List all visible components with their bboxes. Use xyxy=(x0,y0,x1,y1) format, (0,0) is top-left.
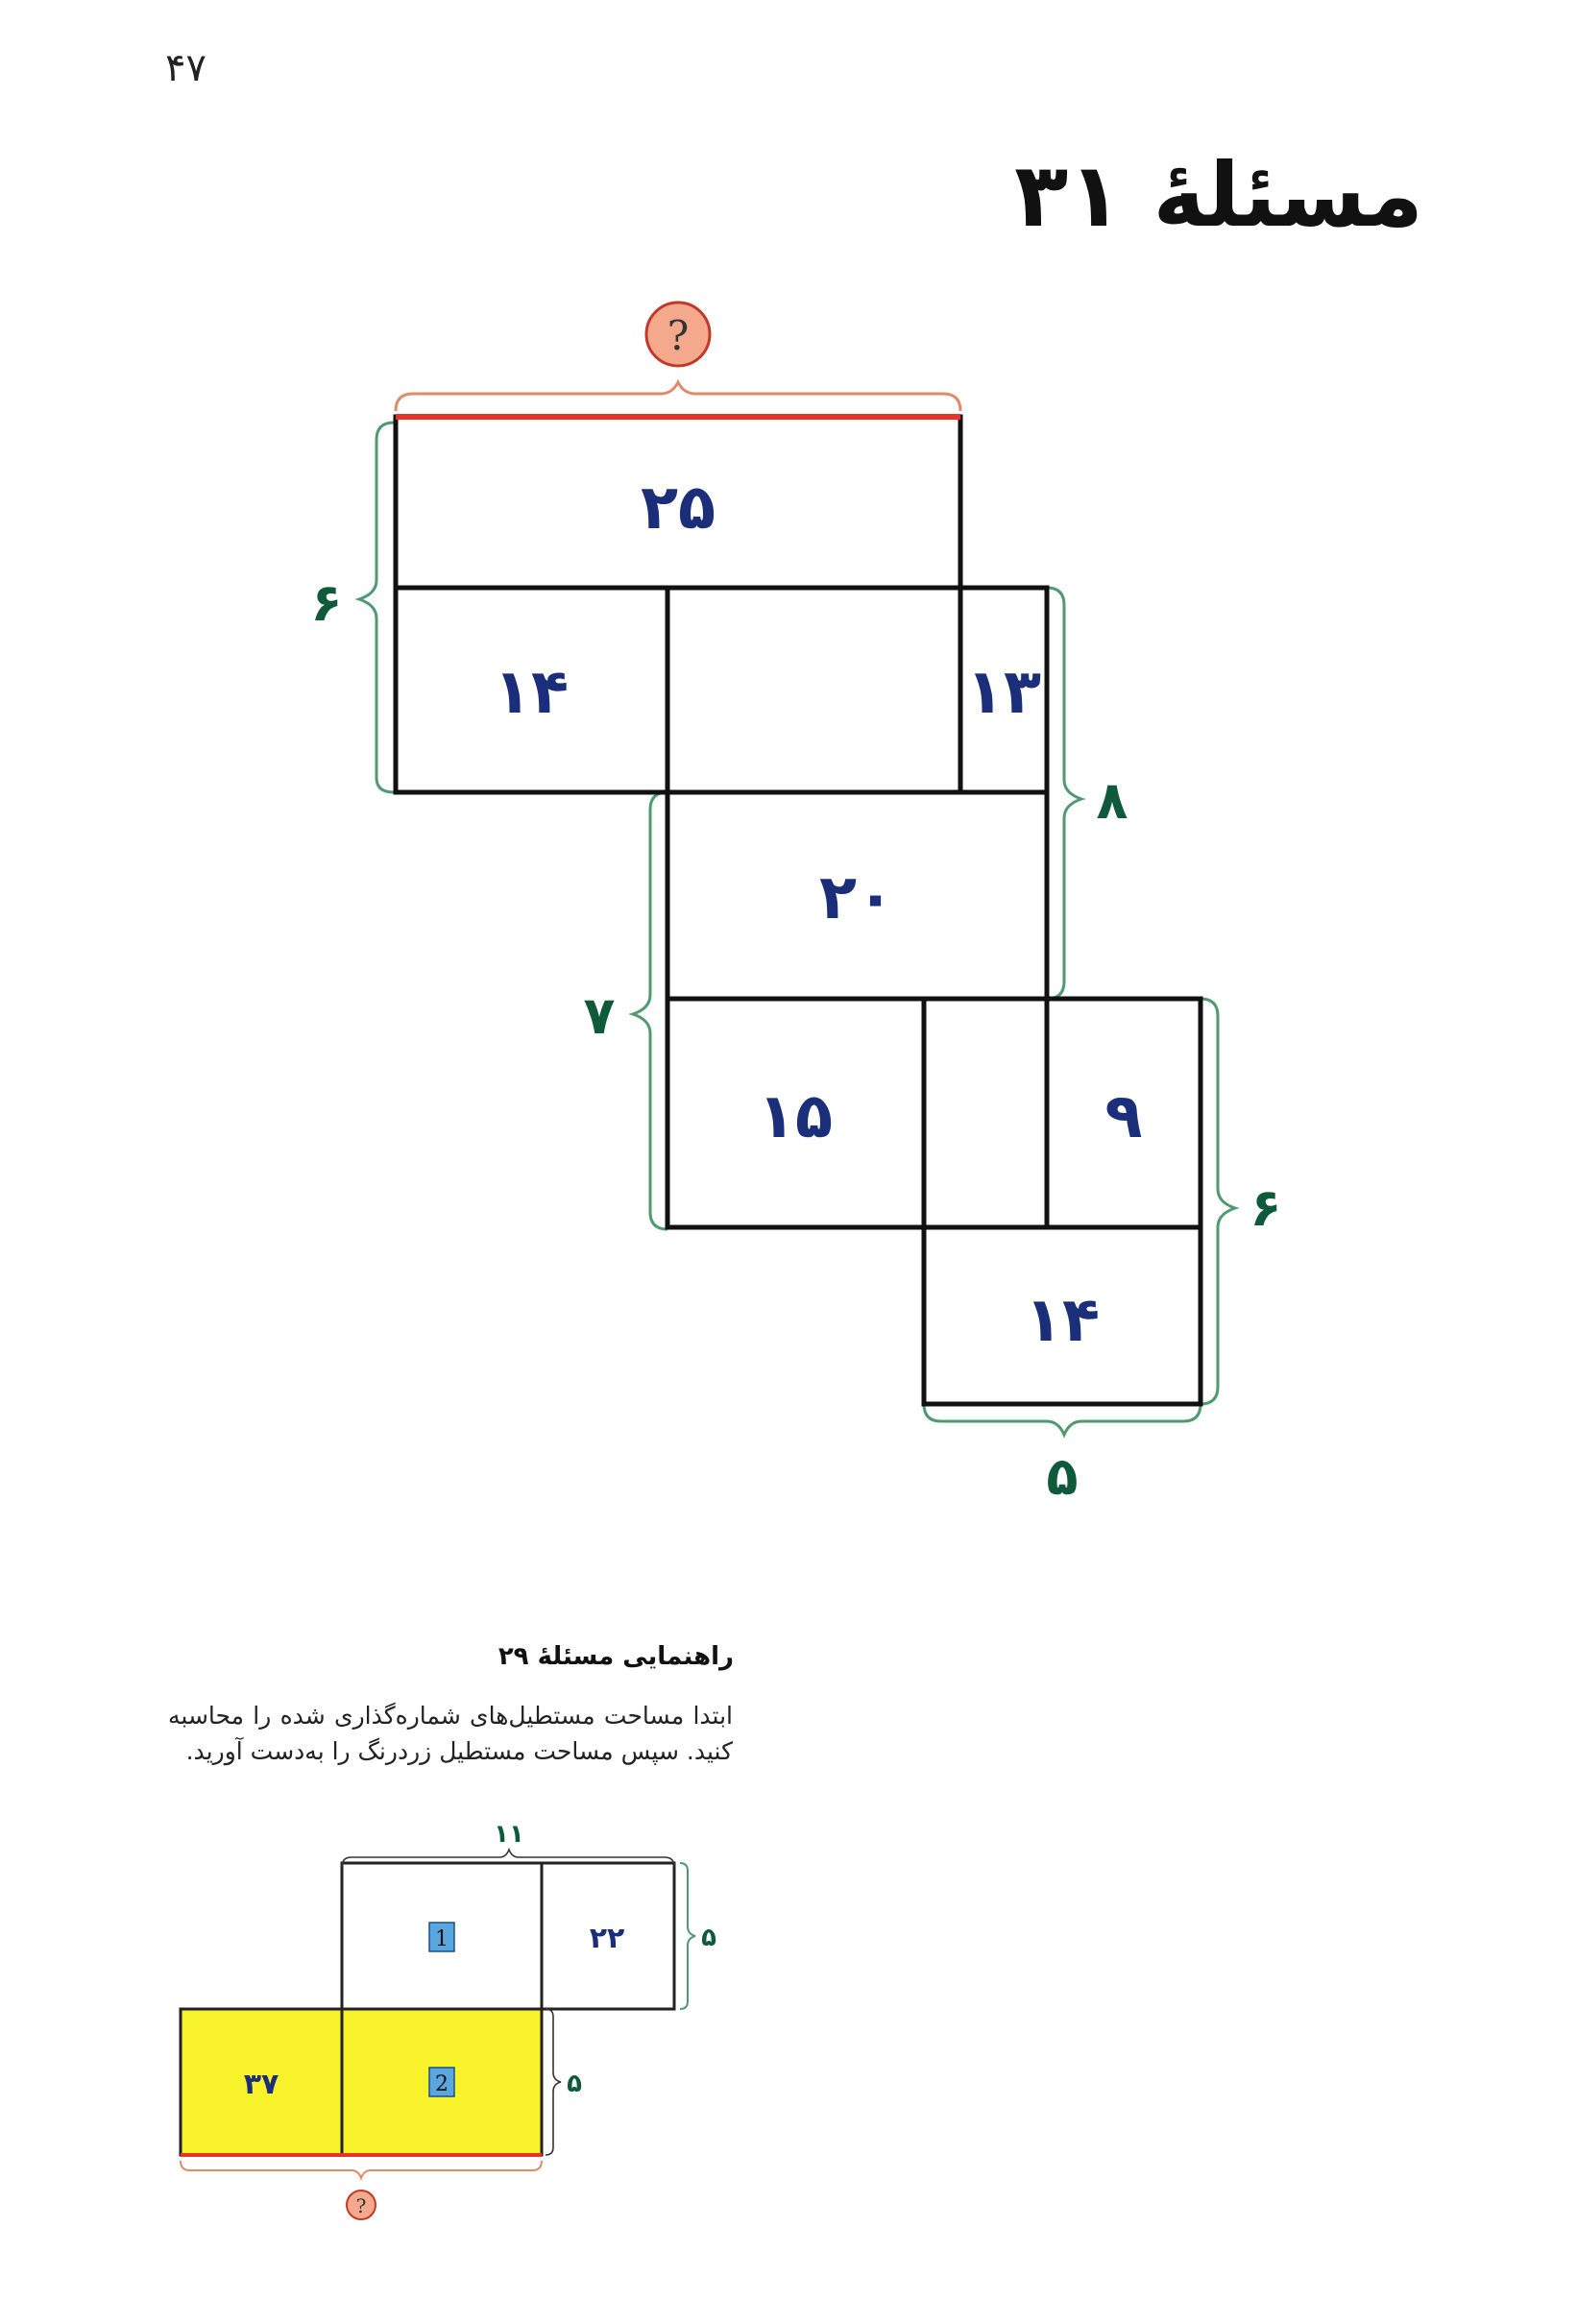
main-diagram xyxy=(311,303,1282,1507)
hint-question-mark: ? xyxy=(355,2194,367,2217)
dimension-right-upper: ۸ xyxy=(1096,770,1128,831)
right-brace-6 xyxy=(1201,999,1235,1404)
hint-dimension-right-lower: ۵ xyxy=(567,2070,582,2098)
page-number: ۴۷ xyxy=(165,46,206,90)
hint-area-label-37: ۳۷ xyxy=(243,2068,279,2101)
top-brace-orange xyxy=(396,382,960,411)
hint-area-label-22: ۲۲ xyxy=(589,1922,625,1955)
area-label-bottom: ۱۴ xyxy=(1024,1285,1101,1356)
hint-dimension-top: ۱۱ xyxy=(494,1820,524,1849)
area-label-right-narrow: ۱۳ xyxy=(965,657,1042,728)
problem-title: مسئلهٔ ۳۱ xyxy=(1014,144,1423,247)
dimension-left-lower: ۷ xyxy=(583,985,616,1046)
area-label-top: ۲۵ xyxy=(640,472,716,544)
hint-box-2-label: 2 xyxy=(435,2072,449,2096)
area-label-lower-left: ۱۵ xyxy=(757,1081,834,1152)
left-brace-6 xyxy=(359,423,394,792)
rect-center-unknown xyxy=(667,588,960,792)
dimension-left: ۶ xyxy=(310,572,343,633)
area-label-middle: ۲۰ xyxy=(818,862,895,933)
hint-right-brace-lower xyxy=(546,2009,561,2155)
rect-lower-center-unknown xyxy=(924,999,1047,1227)
left-brace-7 xyxy=(633,792,667,1229)
question-mark: ? xyxy=(667,312,690,359)
dimension-right-lower: ۶ xyxy=(1249,1177,1282,1238)
bottom-brace-5 xyxy=(924,1404,1201,1435)
area-label-left: ۱۴ xyxy=(493,657,570,728)
hint-diagram xyxy=(181,1820,716,2219)
right-brace-8 xyxy=(1047,588,1081,999)
hint-title: راهنمایی مسئلهٔ ۲۹ xyxy=(497,1642,734,1671)
hint-text: ابتدا مساحت مستطیل‌های شماره‌گذاری شده را محاسبه کنید. سپس مساحت مستطیل زردرنگ را به‌دست آورید. xyxy=(168,1702,733,1765)
dimension-bottom: ۵ xyxy=(1046,1446,1079,1507)
area-label-lower-right: ۹ xyxy=(1104,1081,1143,1152)
hint-right-brace-upper xyxy=(680,1863,695,2009)
hint-box-1-label: 1 xyxy=(435,1927,449,1951)
hint-dimension-right-upper: ۵ xyxy=(701,1924,716,1952)
hint-yellow-region xyxy=(181,2009,542,2155)
hint-bottom-brace xyxy=(181,2161,542,2178)
